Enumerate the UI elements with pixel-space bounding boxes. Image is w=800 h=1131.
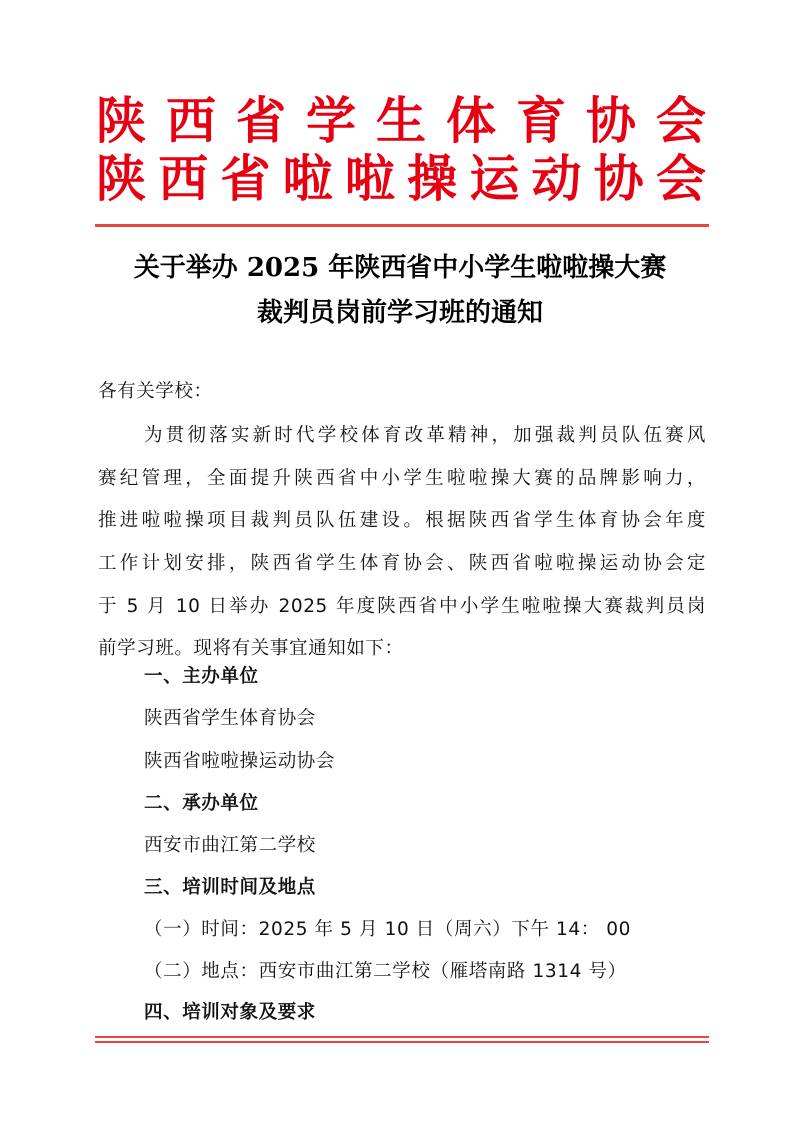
intro-line: 推进啦啦操项目裁判员队伍建设。根据陕西省学生体育协会年度 <box>98 510 706 531</box>
time-item: （一）时间：2025 年 5 月 10 日（周六）下午 14： 00 <box>144 919 632 940</box>
notice-title-line-1: 关于举办 2025 年陕西省中小学生啦啦操大赛 <box>133 253 667 283</box>
section-heading-organizer: 一、主办单位 <box>144 666 259 687</box>
letterhead-char: 啦 <box>282 149 333 208</box>
letterhead-char: 西 <box>158 149 209 208</box>
organizer-item: 陕西省学生体育协会 <box>144 708 316 729</box>
section-heading-time-place: 三、培训时间及地点 <box>144 877 316 898</box>
header-divider <box>95 224 709 227</box>
notice-title-line-2: 裁判员岗前学习班的通知 <box>256 298 543 328</box>
organizer-item: 陕西省啦啦操运动协会 <box>144 751 336 772</box>
letterhead-char: 生 <box>376 91 426 150</box>
letterhead <box>96 92 706 208</box>
intro-line: 赛纪管理，全面提升陕西省中小学生啦啦操大赛的品牌影响力， <box>98 468 706 489</box>
letterhead-char: 啦 <box>344 149 395 208</box>
section-heading-participants: 四、培训对象及要求 <box>144 1002 316 1023</box>
salutation: 各有关学校： <box>98 381 213 402</box>
intro-line: 于 5 月 10 日举办 2025 年度陕西省中小学生啦啦操大赛裁判员岗 <box>98 596 706 617</box>
section-heading-host: 二、承办单位 <box>144 793 259 814</box>
intro-line: 为贯彻落实新时代学校体育改革精神，加强裁判员队伍赛风 <box>144 425 706 446</box>
letterhead-char: 体 <box>446 91 496 150</box>
letterhead-char: 西 <box>166 91 216 150</box>
letterhead-line-1 <box>96 92 706 150</box>
letterhead-char: 动 <box>531 149 582 208</box>
letterhead-char: 陕 <box>96 91 146 150</box>
letterhead-char: 陕 <box>96 149 146 208</box>
place-item: （二）地点：西安市曲江第二学校（雁塔南路 1314 号） <box>144 961 627 982</box>
letterhead-char: 协 <box>593 149 644 208</box>
letterhead-char: 运 <box>469 149 520 208</box>
host-item: 西安市曲江第二学校 <box>144 835 316 856</box>
letterhead-char: 协 <box>586 91 636 150</box>
letterhead-char: 省 <box>220 149 271 208</box>
intro-line: 工作计划安排，陕西省学生体育协会、陕西省啦啦操运动协会定 <box>98 553 706 574</box>
letterhead-line-2 <box>96 150 706 208</box>
letterhead-char: 省 <box>236 91 286 150</box>
letterhead-char: 会 <box>656 91 706 150</box>
letterhead-char: 操 <box>407 149 458 208</box>
intro-line: 前学习班。现将有关事宜通知如下： <box>98 638 404 659</box>
letterhead-char: 学 <box>306 91 356 150</box>
footer-divider-top <box>95 1036 709 1038</box>
footer-divider-bottom <box>95 1041 709 1043</box>
letterhead-char: 会 <box>655 149 706 208</box>
letterhead-char: 育 <box>516 91 566 150</box>
